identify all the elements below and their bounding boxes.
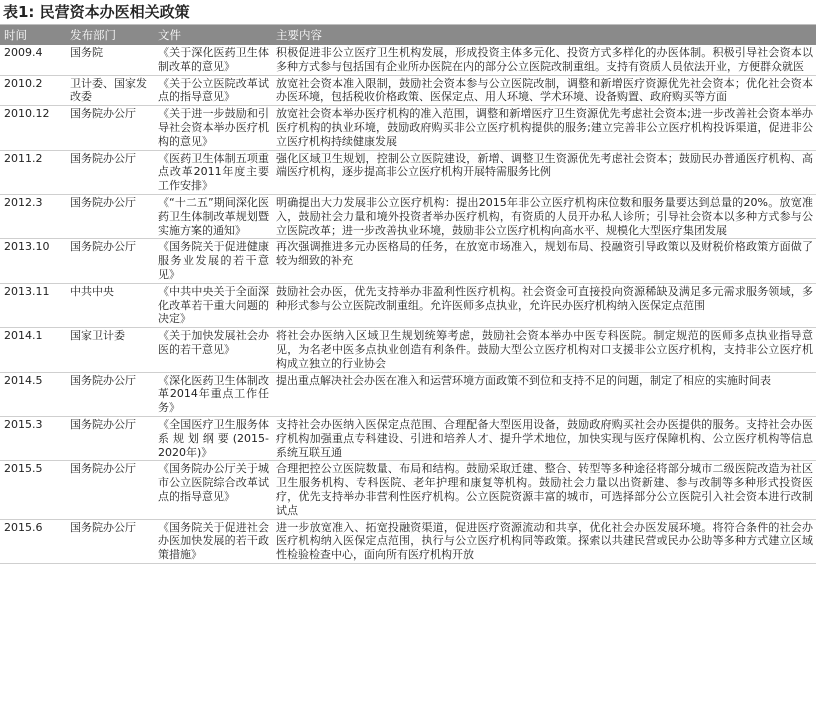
cell-doc: 《关于深化医药卫生体制改革的意见》 (154, 45, 272, 75)
header-doc: 文件 (158, 28, 181, 42)
cell-doc: 《关于加快发展社会办医的若干意见》 (154, 328, 272, 372)
cell-dept: 卫计委、国家发改委 (66, 75, 154, 106)
cell-dept: 国务院办公厅 (66, 416, 154, 460)
table-row (0, 45, 816, 75)
cell-doc: 《关于进一步鼓励和引导社会资本举办医疗机构的意见》 (154, 106, 272, 150)
cell-time: 2014.1 (0, 328, 66, 372)
cell-dept: 国务院办公厅 (66, 519, 154, 563)
cell-time: 2014.5 (0, 372, 66, 416)
cell-content: 放宽社会资本准入限制，鼓励社会资本参与公立医院改制，调整和新增医疗资源优先社会资本；优化社会资本办医环境，包括税收价格政策、医保定点、用人环境、学术环境、设备购置、政府购买等方面 (272, 75, 816, 106)
cell-content: 放宽社会资本举办医疗机构的准入范围，调整和新增医疗卫生资源优先考虑社会资本;进一步改善社会资本举办医疗机构的执业环境，鼓励政府购买非公立医疗机构提供的服务;建立完善非公立医疗机构投诉渠道，促进非公立医疗机构持续健康发展 (272, 106, 816, 150)
table-row (0, 239, 816, 283)
table-header (0, 25, 816, 45)
cell-content: 合理把控公立医院数量、布局和结构。鼓励采取迁建、整合、转型等多种途径将部分城市二级医院改造为社区卫生服务机构、专科医院、老年护理和康复等机构。鼓励社会力量以出资新建、参与改制等多种形式投资医疗，优先支持举办非营利性医疗机构。公立医院资源丰富的城市，可选择部分公立医院引入社会资本进行改制试点 (272, 461, 816, 519)
header-content: 主要内容 (276, 28, 322, 42)
cell-dept: 国务院办公厅 (66, 461, 154, 519)
table-row (0, 328, 816, 372)
cell-content: 积极促进非公立医疗卫生机构发展，形成投资主体多元化、投资方式多样化的办医体制。积极引导社会资本以多种方式参与包括国有企业所办医院在内的部分公立医院改制重组。支持有资质人员依法开业，方便群众就医 (272, 45, 816, 75)
header-row (0, 25, 816, 45)
table-row (0, 194, 816, 238)
cell-time: 2009.4 (0, 45, 66, 75)
cell-doc: 《全国医疗卫生服务体系规划纲要(2015-2020年)》 (154, 416, 272, 460)
cell-dept: 国务院办公厅 (66, 372, 154, 416)
cell-time: 2015.3 (0, 416, 66, 460)
cell-doc: 《中共中央关于全面深化改革若干重大问题的决定》 (154, 283, 272, 327)
cell-content: 强化区域卫生规划，控制公立医院建设，新增、调整卫生资源优先考虑社会资本；鼓励民办普通医疗机构、高端医疗机构，逐步提高非公立医疗机构开展特需服务比例 (272, 150, 816, 194)
cell-time: 2010.12 (0, 106, 66, 150)
cell-dept: 国务院办公厅 (66, 150, 154, 194)
cell-content: 提出重点解决社会办医在准入和运营环境方面政策不到位和支持不足的问题，制定了相应的实施时间表 (272, 372, 816, 416)
cell-time: 2015.6 (0, 519, 66, 563)
table-row (0, 283, 816, 327)
cell-dept: 国家卫计委 (66, 328, 154, 372)
table-row (0, 519, 816, 563)
cell-content: 进一步放宽准入、拓宽投融资渠道，促进医疗资源流动和共享，优化社会办医发展环境。将符合条件的社会办医疗机构纳入医保定点范围，执行与公立医疗机构同等政策。探索以共建民营或民办公助等多种方式建立区域性检验检查中心，面向所有医疗机构开放 (272, 519, 816, 563)
cell-doc: 《医药卫生体制五项重点改革2011年度主要工作安排》 (154, 150, 272, 194)
table-row (0, 106, 816, 150)
cell-doc: 《国务院办公厅关于城市公立医院综合改革试点的指导意见》 (154, 461, 272, 519)
cell-content: 鼓励社会办医，优先支持举办非盈利性医疗机构。社会资金可直接投向资源稀缺及满足多元需求服务领域，多种形式参与公立医院改制重组。允许医师多点执业，允许民办医疗机构纳入医保定点范围 (272, 283, 816, 327)
cell-doc: 《深化医药卫生体制改革2014年重点工作任务》 (154, 372, 272, 416)
cell-doc: 《国务院关于促进社会办医加快发展的若干政策措施》 (154, 519, 272, 563)
table-row (0, 372, 816, 416)
table-row (0, 416, 816, 460)
policy-table (0, 25, 816, 564)
cell-content: 将社会办医纳入区域卫生规划统筹考虑，鼓励社会资本举办中医专科医院。制定规范的医师多点执业指导意见，为名老中医多点执业创造有利条件。鼓励大型公立医疗机构对口支援非公立医疗机构，支持非公立医疗机构成立独立的行业协会 (272, 328, 816, 372)
cell-dept: 国务院办公厅 (66, 106, 154, 150)
cell-content: 支持社会办医纳入医保定点范围、合理配备大型医用设备，鼓励政府购买社会办医提供的服务。支持社会办医疗机构加强重点专科建设、引进和培养人才、提升学术地位，加快实现与医疗保障机构、公立医疗机构等信息系统互联互通 (272, 416, 816, 460)
table-body (0, 45, 816, 563)
cell-dept: 国务院 (66, 45, 154, 75)
cell-doc: 《国务院关于促进健康服务业发展的若干意见》 (154, 239, 272, 283)
cell-doc: 《关于公立医院改革试点的指导意见》 (154, 75, 272, 106)
table-caption: 表1: 民营资本办医相关政策 (0, 0, 816, 25)
table-row (0, 150, 816, 194)
cell-dept: 国务院办公厅 (66, 239, 154, 283)
header-time: 时间 (4, 28, 27, 42)
cell-doc: 《“十二五”期间深化医药卫生体制改革规划暨实施方案的通知》 (154, 194, 272, 238)
cell-content: 明确提出大力发展非公立医疗机构：提出2015年非公立医疗机构床位数和服务量要达到总量的20%。放宽准入，鼓励社会力量和境外投资者举办医疗机构，有资质的人员开办私人诊所；引导社会资本以多种方式参与公立医院改革；进一步改善执业环境，鼓励非公立医疗机构向高水平、规模化大型医疗集团发展 (272, 194, 816, 238)
cell-content: 再次强调推进多元办医格局的任务，在放宽市场准入，规划布局、投融资引导政策以及财税价格政策方面做了较为细致的补充 (272, 239, 816, 283)
cell-time: 2010.2 (0, 75, 66, 106)
cell-time: 2012.3 (0, 194, 66, 238)
header-dept: 发布部门 (70, 28, 116, 42)
cell-time: 2013.11 (0, 283, 66, 327)
cell-time: 2015.5 (0, 461, 66, 519)
table-row (0, 75, 816, 106)
cell-time: 2013.10 (0, 239, 66, 283)
cell-time: 2011.2 (0, 150, 66, 194)
table-row (0, 461, 816, 519)
cell-dept: 中共中央 (66, 283, 154, 327)
cell-dept: 国务院办公厅 (66, 194, 154, 238)
